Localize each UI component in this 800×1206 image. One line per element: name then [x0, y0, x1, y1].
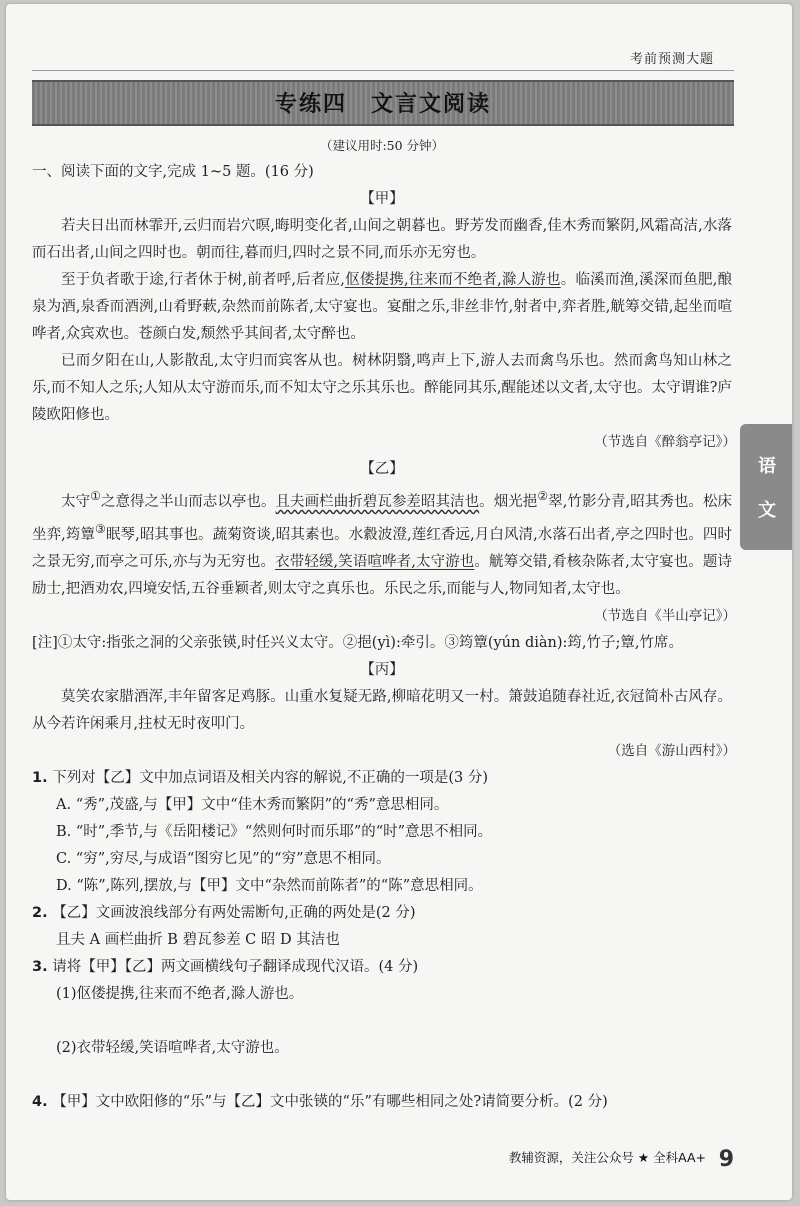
footnote-mark: ①: [90, 489, 101, 503]
annotation-note: [注]①太守:指张之洞的父亲张锳,时任兴义太守。②挹(yì):牵引。③筠簟(yún diàn):筠,竹子;簟,竹席。: [32, 634, 684, 651]
section-label-yi: 【乙】: [360, 461, 404, 477]
jia-underlined-sentence: 伛偻提携,往来而不绝者,滁人游也: [344, 272, 561, 288]
time-hint: （建议用时:50 分钟）: [319, 138, 445, 153]
question-2-sentence: 且夫 A 画栏曲折 B 碧瓦参差 C 昭 D 其洁也: [56, 931, 340, 948]
option-b: B. “时”,季节,与《岳阳楼记》“然则何时而乐耶”的“时”意思不相同。: [56, 823, 493, 840]
content: [32, 132, 736, 1116]
answer-space: [32, 1008, 732, 1035]
question-stem: 【甲】文中欧阳修的“乐”与【乙】文中张锳的“乐”有哪些相同之处?请简要分析。(2 分): [52, 1093, 608, 1110]
jia-source: （节选自《醉翁亭记》）: [594, 434, 736, 450]
jia-p2-text: 。临溪而渔,溪深而鱼肥,酿泉为酒,泉香而酒洌,山肴野蔌,杂然而前陈者,太守宴也。宴酣之乐,非丝非竹,射者中,弈者胜,觥筹交错,起坐而喧哗者,众宾欢也。苍颜白发,颓然乎其间者,太守醉也。: [32, 272, 733, 342]
yi-text: 。烟光挹: [479, 493, 538, 510]
option-d: D. “陈”,陈列,摆放,与【甲】文中“杂然而前陈者”的“陈”意思相同。: [56, 877, 483, 894]
yi-wavy-sentence: 且夫画栏曲折碧瓦参差昭其洁也: [275, 493, 480, 510]
question-3: [32, 954, 732, 981]
question-number: 3.: [32, 958, 48, 975]
jia-p2-text: 至于负者歌于途,行者休于树,前者呼,后者应,: [61, 272, 345, 288]
side-tab-char: 语: [758, 456, 776, 477]
jia-paragraph-1: 若夫日出而林霏开,云归而岩穴暝,晦明变化者,山间之朝暮也。野芳发而幽香,佳木秀而繁阴,风霜高洁,水落而石出者,山间之四时也。朝而往,暮而归,四时之景不同,而乐亦无穷也。: [32, 218, 732, 261]
footer-text: 教辅资源，关注公众号 ★ 全科AA+: [508, 1150, 706, 1165]
option-a: A. “秀”,茂盛,与【甲】文中“佳木秀而繁阴”的“秀”意思相同。: [56, 796, 449, 813]
yi-underlined-sentence: 衣带轻缓,笑语喧哗者,太守游也: [275, 553, 475, 570]
jia-paragraph-3: 已而夕阳在山,人影散乱,太守归而宾客从也。树林阴翳,鸣声上下,游人去而禽鸟乐也。然而禽鸟知山林之乐,而不知人之乐;人知从太守游而乐,而不知太守之乐其乐也。醉能同其乐,醒能述以文者,太守也。太守谓谁?庐陵欧阳修也。: [32, 353, 732, 423]
question-stem: 下列对【乙】文中加点词语及相关内容的解说,不正确的一项是(3 分): [52, 769, 488, 786]
question-stem: 请将【甲】【乙】两文画横线句子翻译成现代汉语。(4 分): [52, 958, 419, 975]
page-title: 专练四 文言文阅读: [274, 92, 491, 117]
question-3-sub-2: (2)衣带轻缓,笑语喧哗者,太守游也。: [56, 1039, 289, 1056]
section-label-jia: 【甲】: [360, 191, 404, 207]
header-rule: [32, 70, 734, 71]
question-intro: 一、阅读下面的文字,完成 1~5 题。(16 分): [32, 164, 314, 180]
yi-paragraph-1: [32, 483, 732, 603]
yi-text: 翠,竹影分青,昭其秀也。松床坐弈,筠簟: [32, 493, 733, 543]
jia-paragraph-2: [32, 267, 732, 348]
yi-text: 。觥筹交错,肴核杂陈者,太守宴也。题诗励士,把酒劝农,四境安恬,五谷垂颖者,则太守之真乐也。乐民之乐,而能与人,物同知者,太守也。: [32, 553, 733, 597]
footnote-mark: ②: [537, 489, 549, 503]
yi-text: 之意得之半山而志以亭也。: [100, 493, 276, 510]
exam-page: [6, 4, 792, 1200]
footnote-mark: ③: [95, 521, 106, 536]
answer-space: [32, 1062, 732, 1089]
question-4: [32, 1089, 732, 1116]
page-number: 9: [718, 1147, 734, 1172]
bing-source: （选自《游山西村》）: [607, 742, 736, 759]
question-number: 4.: [32, 1093, 48, 1110]
yi-source: （节选自《半山亭记》）: [594, 607, 736, 624]
header-series: 考前预测大题: [629, 52, 714, 67]
yi-text: 太守: [61, 493, 91, 510]
bing-poem: 莫笑农家腊酒浑,丰年留客足鸡豚。山重水复疑无路,柳暗花明又一村。箫鼓追随春社近,衣冠简朴古风存。从今若许闲乘月,拄杖无时夜叩门。: [32, 688, 732, 732]
option-c: C. “穷”,穷尽,与成语“图穷匕见”的“穷”意思不相同。: [56, 850, 391, 867]
section-label-bing: 【丙】: [360, 661, 404, 678]
title-band: [32, 80, 734, 126]
question-3-sub-1: (1)伛偻提携,往来而不绝者,滁人游也。: [56, 985, 304, 1002]
yi-text: 眠琴,昭其事也。蔬菊资谈,昭其素也。水縠波澄,莲红香远,月白风清,水落石出者,亭之四时也。四时之景无穷,而亭之可乐,亦与为无穷也。: [32, 526, 733, 570]
question-stem: 【乙】文画波浪线部分有两处需断句,正确的两处是(2 分): [52, 904, 416, 921]
subject-side-tab: [740, 424, 792, 550]
question-number: 2.: [32, 904, 48, 921]
side-tab-char: 文: [758, 500, 776, 521]
question-2: [32, 900, 732, 927]
question-number: 1.: [32, 769, 48, 786]
question-1: [32, 765, 732, 792]
